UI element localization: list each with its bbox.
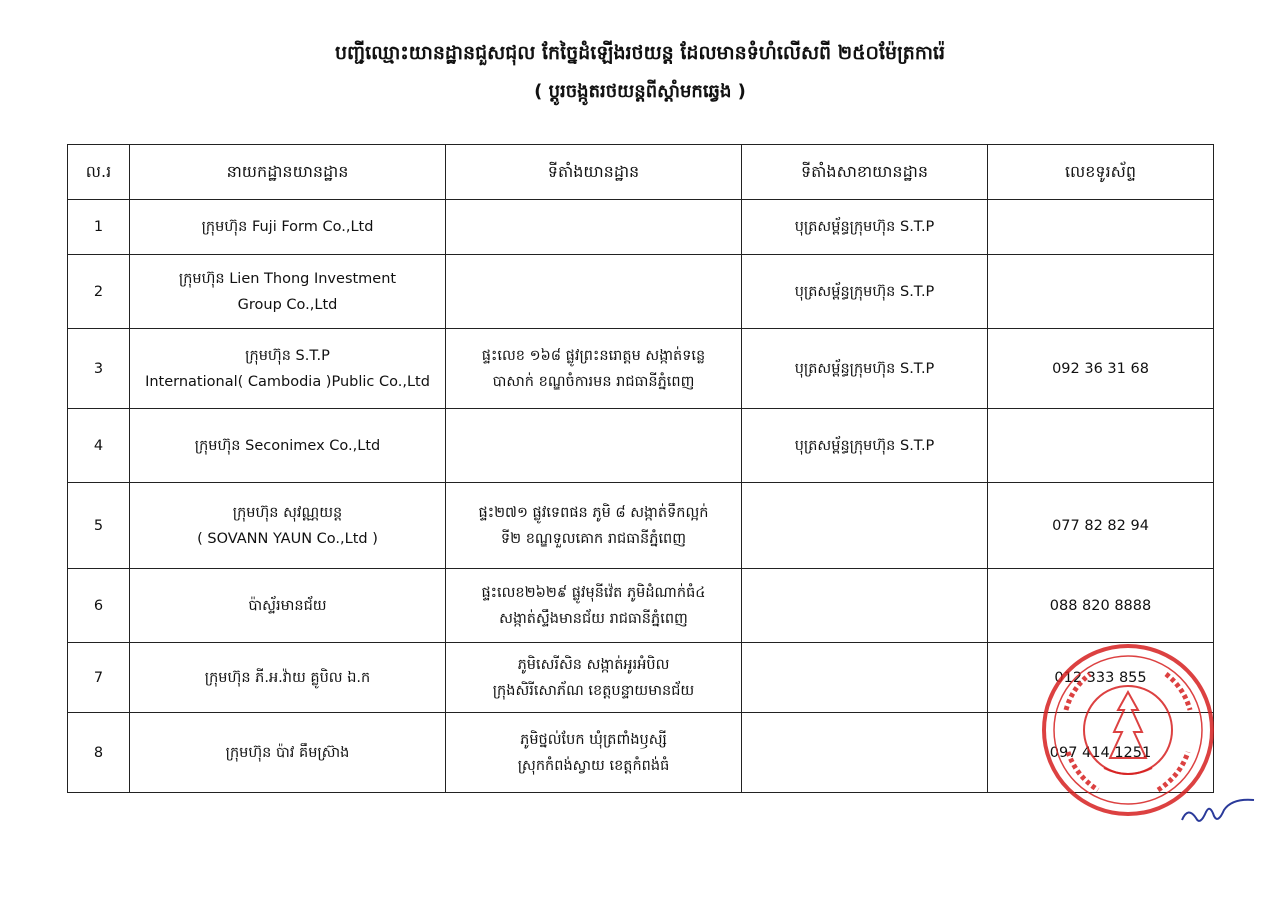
location-line: ផ្ទះលេខ ១៦៨ ផ្លូវព្រះនរោត្តម សង្កាត់ទន្លេ: [481, 347, 706, 364]
company-name-line: International( Cambodia )Public Co.,Ltd: [145, 373, 430, 390]
row-number: 3: [68, 329, 130, 409]
document-subtitle: ( ប្តូរចង្កូតរថយន្តពីស្តាំមកឆ្វេង ): [534, 81, 746, 102]
header-branch: ទីតាំងសាខាយានដ្ឋាន: [742, 145, 988, 200]
branch-location: បុត្រសម្ព័ន្ធក្រុមហ៊ុន S.T.P: [742, 200, 988, 255]
table-row: [68, 255, 1214, 329]
branch-location: [742, 713, 988, 793]
garage-location: [446, 483, 742, 569]
header-name: នាយកដ្ឋានយានដ្ឋាន: [130, 145, 446, 200]
location-line: បាសាក់ ខណ្ឌចំការមន រាជធានីភ្នំពេញ: [492, 373, 695, 390]
table-row: [68, 713, 1214, 793]
table-row: [68, 329, 1214, 409]
garage-location: [446, 409, 742, 483]
branch-location: បុត្រសម្ព័ន្ធក្រុមហ៊ុន S.T.P: [742, 409, 988, 483]
location-line: ស្រុកកំពង់ស្វាយ ខេត្តកំពង់ធំ: [517, 757, 670, 774]
branch-location: [742, 483, 988, 569]
garage-location: [446, 643, 742, 713]
garage-location: [446, 569, 742, 643]
company-name-line: ក្រុមហ៊ុន S.T.P: [245, 347, 330, 364]
garage-location: [446, 713, 742, 793]
row-number: 8: [68, 713, 130, 793]
company-name-line: ក្រុមហ៊ុន ប៉ាវ គឹមស្រ៊ាង: [225, 744, 350, 761]
phone-number: [988, 255, 1214, 329]
location-line: ទី២ ខណ្ឌទួលគោក រាជធានីភ្នំពេញ: [500, 530, 687, 547]
row-number: 2: [68, 255, 130, 329]
phone-number: 088 820 8888: [988, 569, 1214, 643]
phone-number: 077 82 82 94: [988, 483, 1214, 569]
header-location: ទីតាំងយានដ្ឋាន: [446, 145, 742, 200]
company-name: [130, 713, 446, 793]
company-name: [130, 409, 446, 483]
table-header: [68, 145, 1214, 200]
company-name: [130, 329, 446, 409]
row-number: 5: [68, 483, 130, 569]
company-name-line: ក្រុមហ៊ុន សុវណ្ណយន្ត: [232, 504, 343, 521]
company-name-line: ក្រុមហ៊ុន Fuji Form Co.,Ltd: [201, 219, 374, 235]
table-row: [68, 483, 1214, 569]
company-name: [130, 255, 446, 329]
company-name-line: ប៉ាស្ទ័រមានជ័យ: [248, 597, 327, 614]
table-header-row: [68, 145, 1214, 200]
row-number: 7: [68, 643, 130, 713]
company-name-line: ក្រុមហ៊ុន Lien Thong Investment: [178, 270, 397, 287]
header-no: ល.រ: [68, 145, 130, 200]
garage-location: [446, 255, 742, 329]
company-name: [130, 200, 446, 255]
garage-location: [446, 200, 742, 255]
company-name-line: Group Co.,Ltd: [237, 296, 338, 313]
table-row: [68, 409, 1214, 483]
phone-number: 092 36 31 68: [988, 329, 1214, 409]
branch-location: បុត្រសម្ព័ន្ធក្រុមហ៊ុន S.T.P: [742, 255, 988, 329]
company-name: [130, 483, 446, 569]
document-title: បញ្ជីឈ្មោះយានដ្ឋានជួសជុល កែច្នៃដំឡើងរថយន្ត ដែលមានទំហំលើសពី ២៥០ម៉ែត្រការ៉េ: [335, 42, 945, 64]
location-line: ក្រុងសិរីសោភ័ណ ខេត្តបន្ទាយមានជ័យ: [492, 682, 695, 699]
row-number: 6: [68, 569, 130, 643]
location-line: សង្កាត់ស្ទឹងមានជ័យ រាជធានីភ្នំពេញ: [499, 610, 688, 627]
location-line: ផ្ទះ២៧១ ផ្លូវទេពផន ភូមិ ៨ សង្កាត់ទឹកល្អក់: [478, 504, 709, 521]
company-name: [130, 643, 446, 713]
company-name-line: ក្រុមហ៊ុន Seconimex Co.,Ltd: [194, 437, 381, 454]
company-name-line: ក្រុមហ៊ុន ភី.អ.វ៉ាយ គ្លូបិល ឯ.ក: [204, 669, 371, 686]
company-name: [130, 569, 446, 643]
header-phone: លេខទូរស័ព្ទ: [988, 145, 1214, 200]
garage-table: [67, 144, 1214, 793]
location-line: ផ្ទះលេខ២៦២៩ ផ្លូវមុនីវ៉េត ភូមិដំណាក់ធំ៤: [481, 584, 706, 601]
phone-number: [988, 200, 1214, 255]
row-number: 4: [68, 409, 130, 483]
phone-number: 097 414 1251: [988, 713, 1214, 793]
branch-location: បុត្រសម្ព័ន្ធក្រុមហ៊ុន S.T.P: [742, 329, 988, 409]
phone-number: 012 333 855: [988, 643, 1214, 713]
table-row: [68, 569, 1214, 643]
branch-location: [742, 569, 988, 643]
location-line: ភូមិសេរីសិន សង្កាត់អូរអំបិល: [517, 656, 670, 673]
signature-icon: [1178, 790, 1258, 830]
garage-location: [446, 329, 742, 409]
location-line: ភូមិថ្នល់បែក ឃុំត្រពាំងឫស្សី: [520, 731, 667, 748]
table-row: [68, 643, 1214, 713]
table-row: [68, 200, 1214, 255]
company-name-line: ( SOVANN YAUN Co.,Ltd ): [197, 530, 378, 547]
table-body: [68, 200, 1214, 793]
phone-number: [988, 409, 1214, 483]
branch-location: [742, 643, 988, 713]
row-number: 1: [68, 200, 130, 255]
